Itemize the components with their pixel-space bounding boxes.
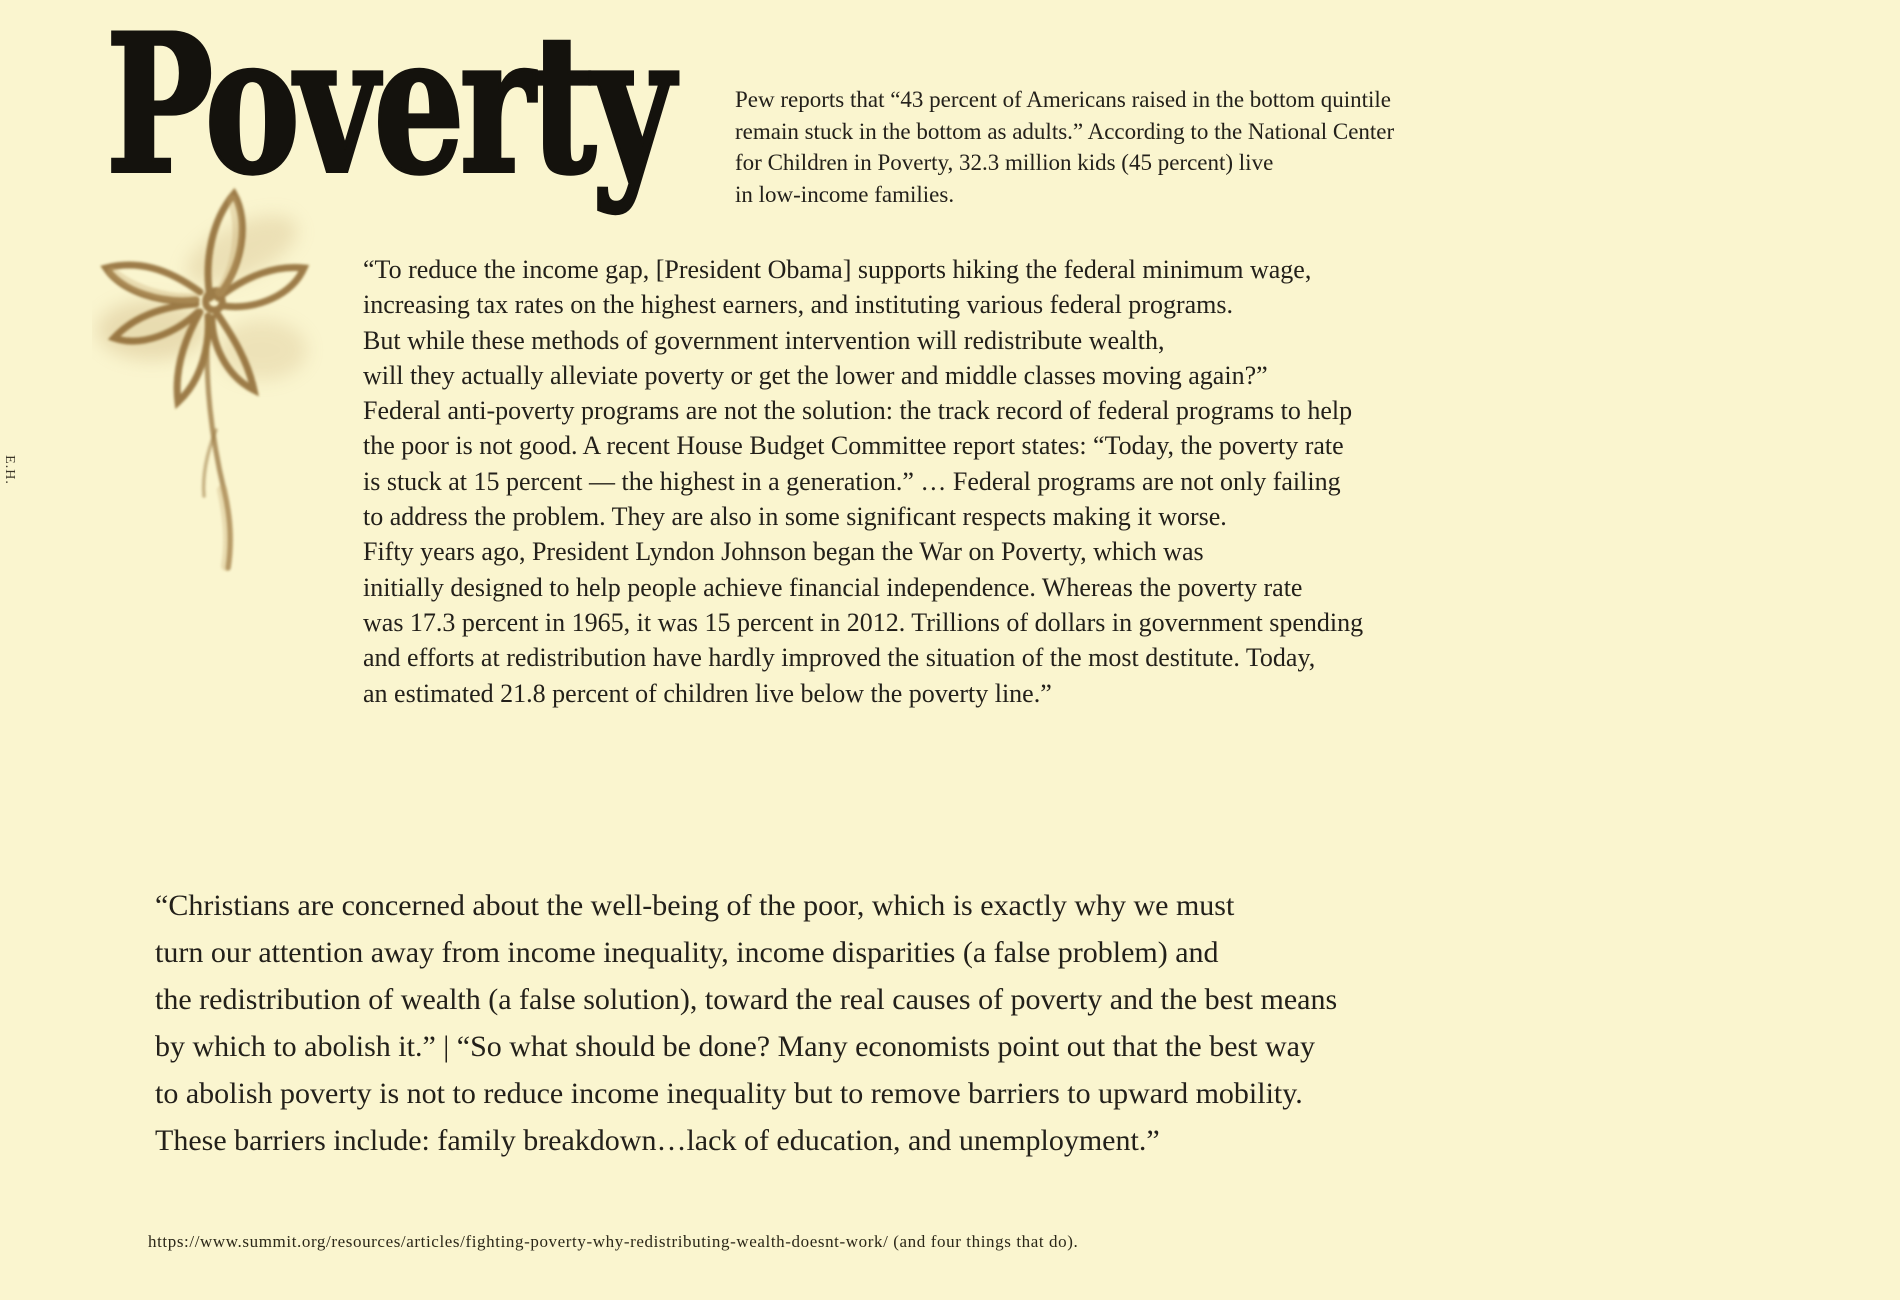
source-url: https://www.summit.org/resources/articles/fighting-poverty-why-redistributing-wealth-doesnt-work/ (and four things that do). [148,1232,1079,1251]
quote-line: initially designed to help people achieve financial independence. Whereas the poverty rate [363,572,1303,602]
quote-line: and efforts at redistribution have hardly improved the situation of the most destitute. Today, [363,643,1316,673]
quote-line: an estimated 21.8 percent of children live below the poverty line.” [363,678,1052,708]
quote-line: the redistribution of wealth (a false solution), toward the real causes of poverty and the best means [155,983,1338,1016]
christians-quote-paragraph [155,882,1337,1164]
quote-line: was 17.3 percent in 1965, it was 15 percent in 2012. Trillions of dollars in government spending [363,607,1364,637]
quote-line: increasing tax rates on the highest earners, and instituting various federal programs. [363,290,1234,320]
quote-line: the poor is not good. A recent House Budget Committee report states: “Today, the poverty rate [363,431,1344,461]
quote-line: is stuck at 15 percent — the highest in a generation.” … Federal programs are not only failing [363,466,1341,496]
quote-line: Fifty years ago, President Lyndon Johnson began the War on Poverty, which was [363,537,1204,567]
artist-signature: E.H. [1,455,17,485]
intro-line: Pew reports that “43 percent of Americans raised in the bottom quintile [735,87,1391,112]
intro-line: for Children in Poverty, 32.3 million kids (45 percent) live [735,150,1274,175]
quote-line: “Christians are concerned about the well-being of the poor, which is exactly why we must [155,889,1235,922]
quote-line: by which to abolish it.” | “So what should be done? Many economists point out that the best way [155,1030,1315,1063]
quote-line: turn our attention away from income inequality, income disparities (a false problem) and [155,936,1219,969]
flower-sketch-icon [92,180,332,580]
intro-line: in low-income families. [735,181,955,207]
page-title: Poverty [106,0,671,216]
quote-line: will they actually alleviate poverty or get the lower and middle classes moving again?” [363,360,1268,390]
quote-line: to address the problem. They are also in some significant respects making it worse. [363,502,1227,532]
main-quote-paragraph [363,252,1363,711]
quote-line: to abolish poverty is not to reduce income inequality but to remove barriers to upward mobility. [155,1077,1303,1110]
intro-line: remain stuck in the bottom as adults.” According to the National Center [735,118,1395,144]
quote-line: These barriers include: family breakdown…lack of education, and unemployment.” [155,1124,1160,1157]
quote-line: Federal anti-poverty programs are not the solution: the track record of federal programs to help [363,396,1353,426]
quote-line: But while these methods of government intervention will redistribute wealth, [363,325,1165,355]
quote-line: “To reduce the income gap, [President Obama] supports hiking the federal minimum wage, [363,255,1312,284]
intro-paragraph [735,84,1394,210]
